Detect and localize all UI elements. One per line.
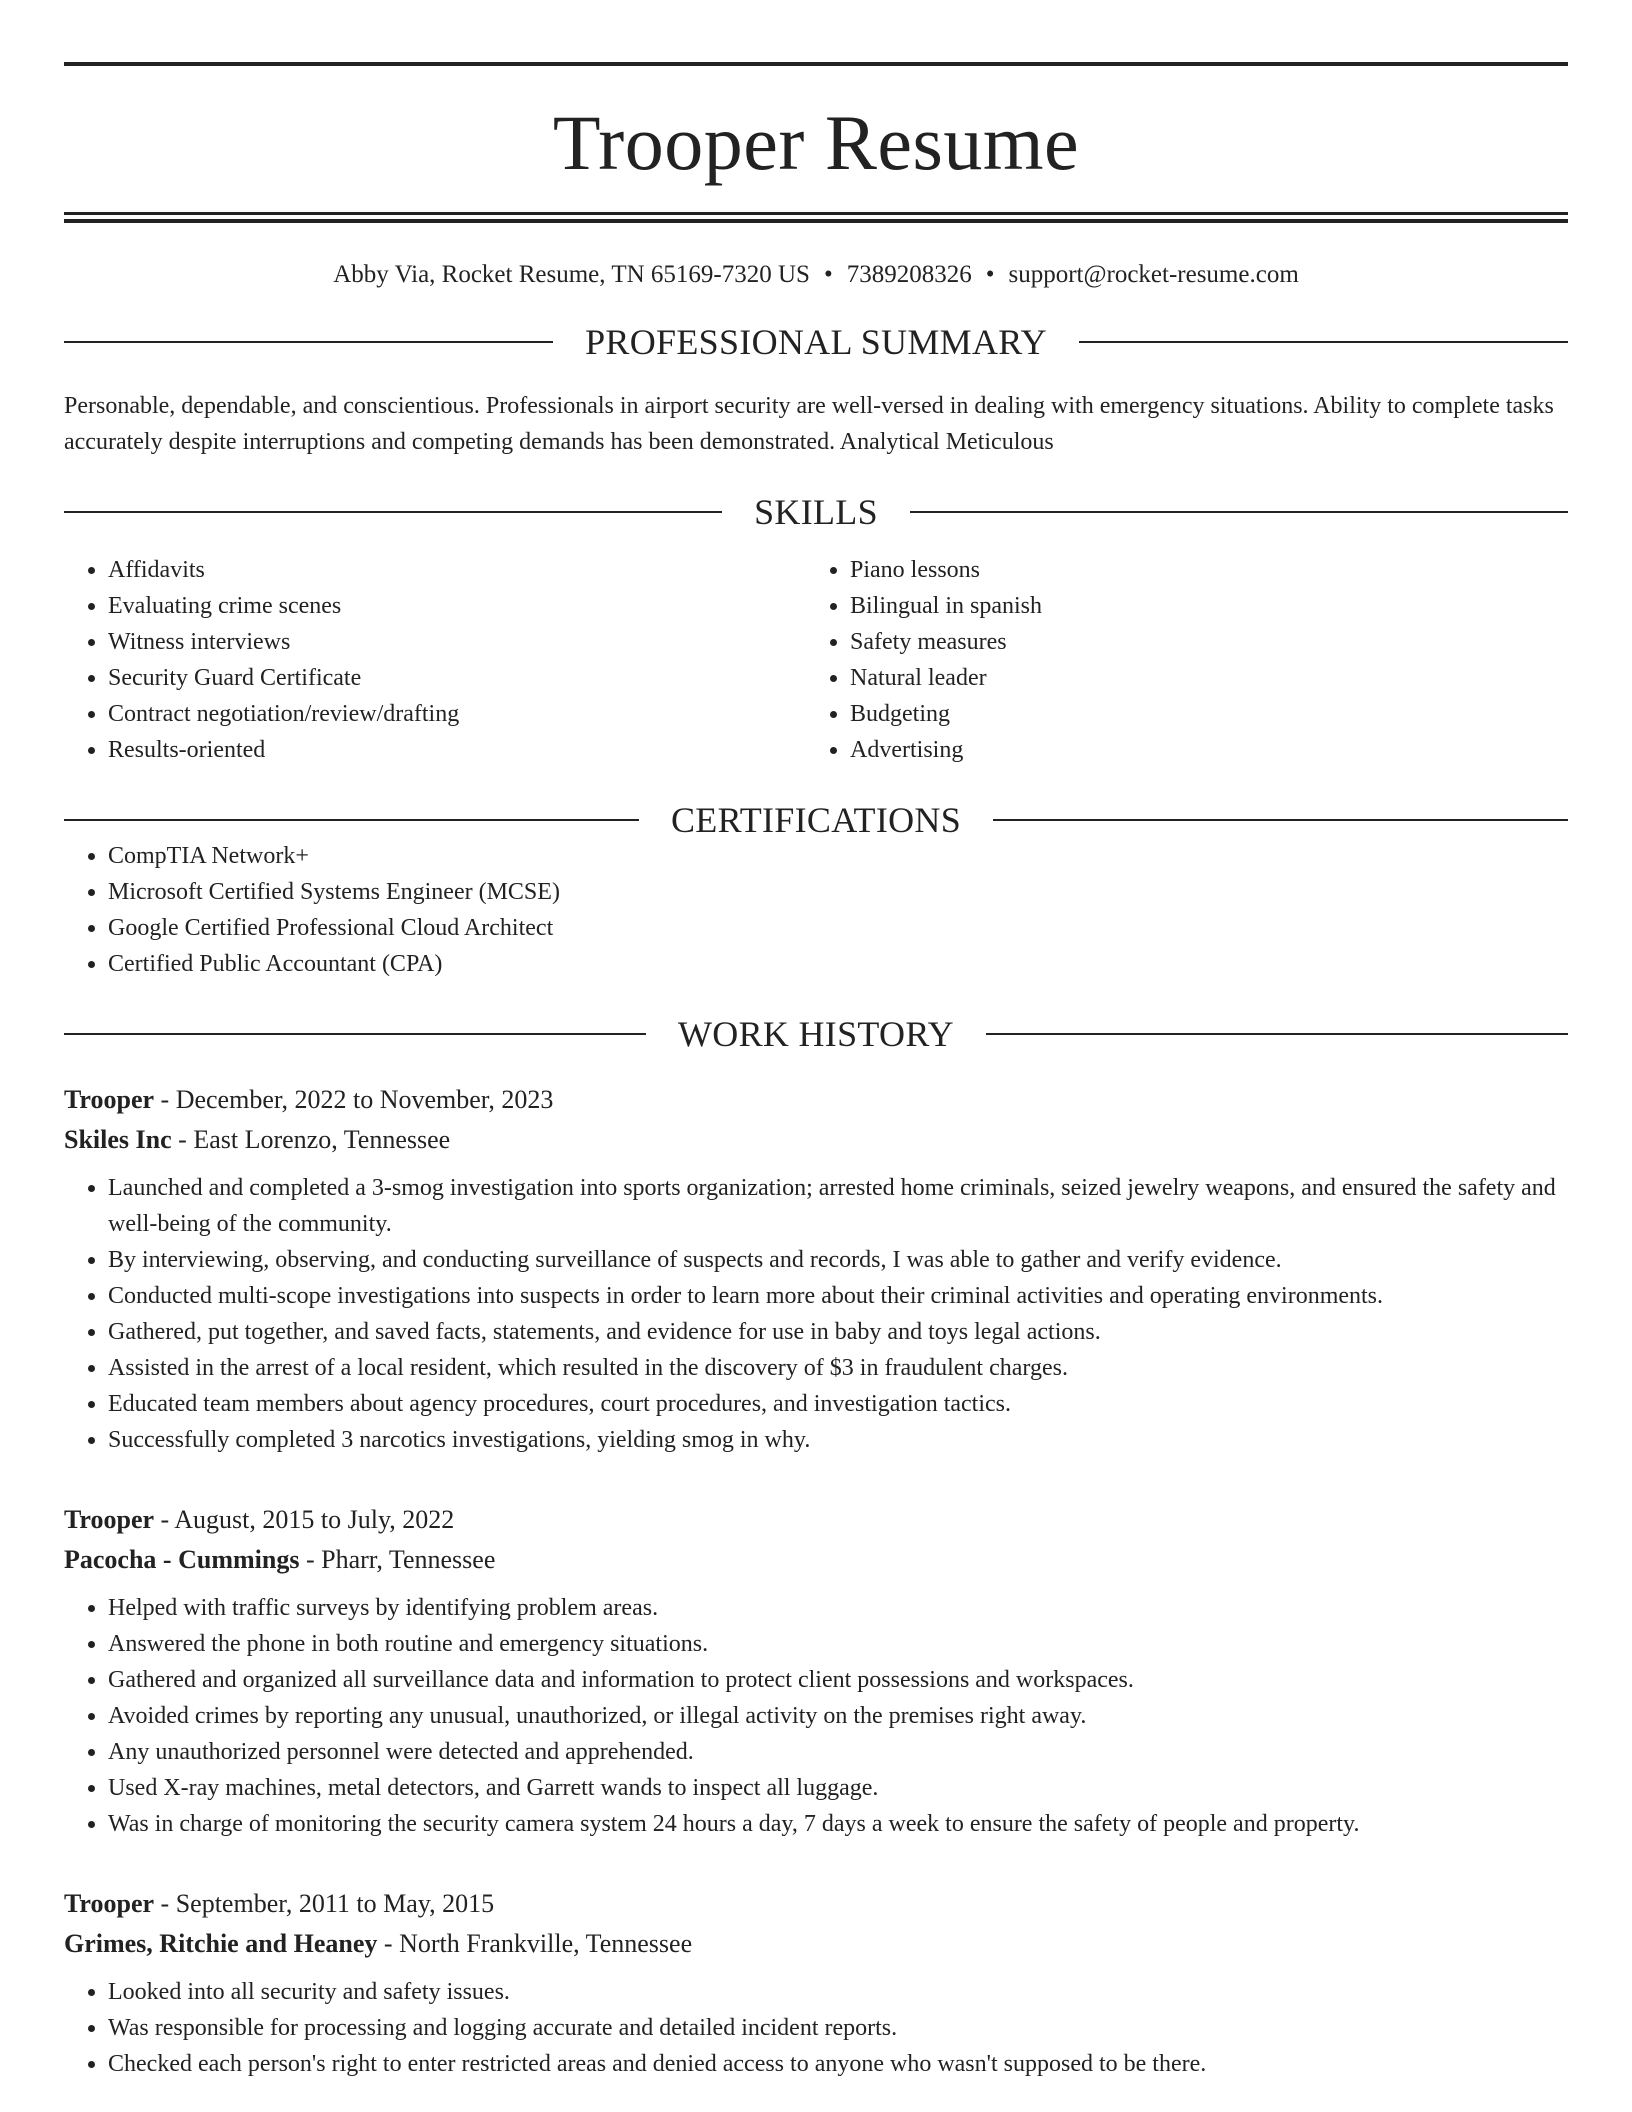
job-bullet: • Looked into all security and safety issues.	[108, 1974, 1568, 2010]
skill-item: • Safety measures	[850, 624, 1548, 660]
job-dash: -	[299, 1545, 322, 1574]
job-dash: -	[154, 1085, 176, 1114]
job-dates: September, 2011 to May, 2015	[175, 1889, 495, 1918]
job-bullet: • Gathered, put together, and saved facts, statements, and evidence for use in baby and toys legal actions.	[108, 1314, 1568, 1350]
certification-item: • Google Certified Professional Cloud Architect	[108, 910, 1568, 946]
job-bullet: • Educated team members about agency procedures, court procedures, and investigation tactics.	[108, 1386, 1568, 1422]
job-title: Trooper	[64, 1889, 155, 1918]
job-bullet: • Helped with traffic surveys by identifying problem areas.	[108, 1590, 1568, 1626]
job-location: Pharr, Tennessee	[321, 1545, 496, 1574]
job-bullet: • Was responsible for processing and logging accurate and detailed incident reports.	[108, 2010, 1568, 2046]
job-bullets	[64, 1974, 1568, 2082]
job-bullet: • Assisted in the arrest of a local resident, which resulted in the discovery of $3 in fraudulent charges.	[108, 1350, 1568, 1386]
job-bullet: • Answered the phone in both routine and emergency situations.	[108, 1626, 1568, 1662]
job-company: Grimes, Ritchie and Heaney	[64, 1929, 378, 1958]
section-rule-right	[993, 819, 1568, 821]
job-title: Trooper	[64, 1505, 155, 1534]
job-dates: August, 2015 to July, 2022	[174, 1505, 455, 1534]
skill-item: • Contract negotiation/review/drafting	[108, 696, 806, 732]
job-company-line	[64, 1120, 1568, 1160]
job-bullet: • By interviewing, observing, and conducting surveillance of suspects and records, I was able to gather and verify evidence.	[108, 1242, 1568, 1278]
job-title-line	[64, 1884, 1568, 1924]
job-entry	[64, 1884, 1568, 2082]
summary-section-header	[64, 324, 1568, 360]
certification-item: • Microsoft Certified Systems Engineer (MCSE)	[108, 874, 1568, 910]
job-location: North Frankville, Tennessee	[399, 1929, 693, 1958]
job-bullet: • Successfully completed 3 narcotics investigations, yielding smog in why.	[108, 1422, 1568, 1458]
resume-title: Trooper Resume	[552, 99, 1080, 186]
job-bullet: • Checked each person's right to enter restricted areas and denied access to anyone who wasn't supposed to be there.	[108, 2046, 1568, 2082]
job-bullet: • Conducted multi-scope investigations into suspects in order to learn more about their criminal activities and operating environments.	[108, 1278, 1568, 1314]
section-rule-right	[1079, 341, 1568, 343]
contact-separator: •	[823, 261, 833, 288]
job-dates: December, 2022 to November, 2023	[175, 1085, 554, 1114]
top-rule	[64, 62, 1568, 66]
job-bullet: • Was in charge of monitoring the security camera system 24 hours a day, 7 days a week to ensure the safety of people and property.	[108, 1806, 1568, 1842]
job-title-line	[64, 1500, 1568, 1540]
skill-item: • Results-oriented	[108, 732, 806, 768]
section-rule-left	[64, 341, 553, 343]
job-company-line	[64, 1924, 1568, 1964]
skill-item: • Budgeting	[850, 696, 1548, 732]
job-location: East Lorenzo, Tennessee	[193, 1125, 451, 1154]
skills-columns	[64, 552, 1568, 768]
section-rule-right	[910, 511, 1568, 513]
skill-item: • Witness interviews	[108, 624, 806, 660]
skills-right-list	[806, 552, 1548, 768]
skill-item: • Security Guard Certificate	[108, 660, 806, 696]
skill-item: • Evaluating crime scenes	[108, 588, 806, 624]
job-bullets	[64, 1170, 1568, 1458]
skills-left-list	[64, 552, 806, 768]
certification-item: • CompTIA Network+	[108, 838, 1568, 874]
job-dash: -	[154, 1889, 176, 1918]
summary-text: Personable, dependable, and conscientious. Professionals in airport security are well-versed in dealing with emergency situations. Ability to complete tasks accurately despite interruptions and competing demands has been demonstrated. Analytical Meticulous	[64, 393, 1554, 455]
skill-item: • Piano lessons	[850, 552, 1548, 588]
job-bullet: • Launched and completed a 3-smog investigation into sports organization; arrested home criminals, seized jewelry weapons, and ensured the safety and well-being of the community.	[108, 1170, 1568, 1242]
job-title-line	[64, 1080, 1568, 1120]
job-dash: -	[154, 1505, 175, 1534]
skill-item: • Bilingual in spanish	[850, 588, 1548, 624]
section-rule-left	[64, 1033, 646, 1035]
job-bullets	[64, 1590, 1568, 1842]
contact-address: Abby Via, Rocket Resume, TN 65169-7320 US	[333, 261, 810, 288]
skill-item: • Affidavits	[108, 552, 806, 588]
job-bullet: • Gathered and organized all surveillance data and information to protect client possessions and workspaces.	[108, 1662, 1568, 1698]
job-bullet: • Avoided crimes by reporting any unusual, unauthorized, or illegal activity on the premises right away.	[108, 1698, 1568, 1734]
section-rule-right	[986, 1033, 1568, 1035]
skills-section-header	[64, 494, 1568, 530]
job-company: Pacocha - Cummings	[64, 1545, 300, 1574]
skill-item: • Natural leader	[850, 660, 1548, 696]
certification-item: • Certified Public Accountant (CPA)	[108, 946, 1568, 982]
section-rule-left	[64, 511, 722, 513]
job-company-line	[64, 1540, 1568, 1580]
section-rule-left	[64, 819, 639, 821]
skills-heading: SKILLS	[754, 492, 878, 532]
summary-heading: PROFESSIONAL SUMMARY	[585, 322, 1047, 362]
job-title: Trooper	[64, 1085, 155, 1114]
contact-phone: 7389208326	[846, 261, 972, 288]
work-history-section-header	[64, 1016, 1568, 1052]
job-entry	[64, 1500, 1568, 1842]
contact-line	[64, 260, 1568, 290]
work-history-heading: WORK HISTORY	[678, 1014, 954, 1054]
certifications-section-header	[64, 802, 1568, 838]
job-entry	[64, 1080, 1568, 1458]
job-company: Skiles Inc	[64, 1125, 172, 1154]
job-dash: -	[171, 1125, 194, 1154]
job-bullet: • Any unauthorized personnel were detected and apprehended.	[108, 1734, 1568, 1770]
contact-separator: •	[985, 261, 995, 288]
job-dash: -	[377, 1929, 400, 1958]
skill-item: • Advertising	[850, 732, 1548, 768]
certifications-heading: CERTIFICATIONS	[670, 800, 962, 840]
job-bullet: • Used X-ray machines, metal detectors, and Garrett wands to inspect all luggage.	[108, 1770, 1568, 1806]
certifications-list	[64, 838, 1568, 982]
title-double-rule	[64, 212, 1568, 223]
contact-email: support@rocket-resume.com	[1008, 261, 1299, 288]
